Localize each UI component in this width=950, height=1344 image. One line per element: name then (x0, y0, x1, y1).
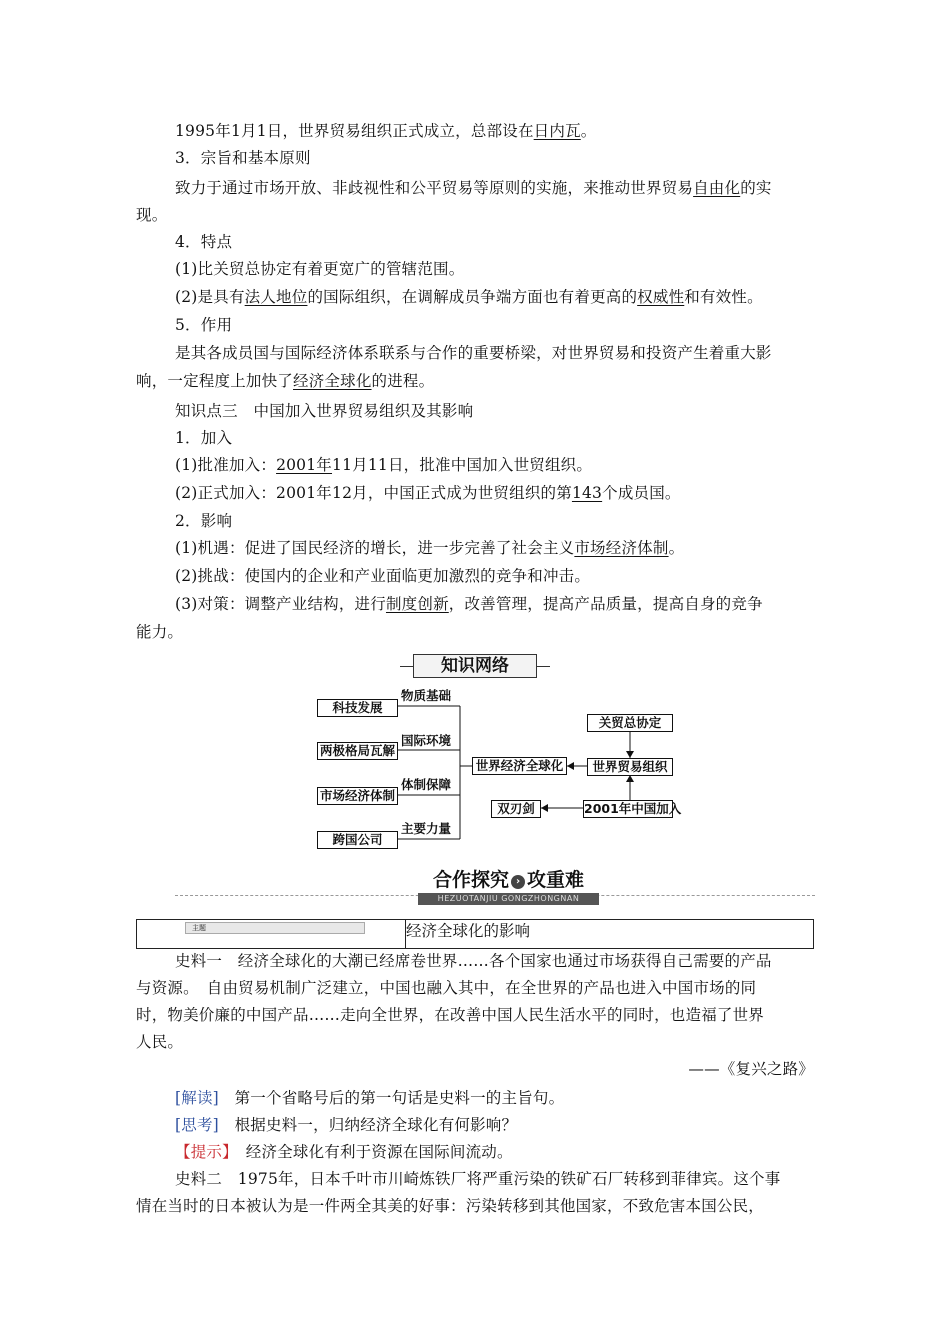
material2-line: 史料二 1975年，日本千叶市川崎炼铁厂将严重污染的铁矿石厂转移到菲律宾。这个事 (175, 1170, 781, 1188)
box-wto: 世界贸易组织 (587, 758, 673, 776)
topic-text: 经济全球化的影响 (406, 922, 531, 940)
text-segment: 是其各成员国与国际经济体系联系与合作的重要桥梁，对世界贸易和投资产生着重大影 (175, 344, 772, 362)
arrow-icon: › (511, 875, 525, 889)
tishi-tag: 【提示】 (175, 1143, 231, 1161)
section-banner (418, 867, 599, 905)
text-segment: (1)比关贸总协定有着更宽广的管辖范围。 (175, 260, 465, 278)
tishi-text: 经济全球化有利于资源在国际间流动。 (230, 1143, 513, 1161)
text-segment: 1995年1月1日，世界贸易组织正式成立，总部设在 (175, 122, 534, 140)
sikao-row (175, 1115, 517, 1135)
text-segment: 和有效性。 (684, 288, 763, 306)
underlined-term: 权威性 (637, 288, 685, 306)
text-segment: 致力于通过市场开放、非歧视性和公平贸易等原则的实施，来推动世界贸易 (175, 179, 694, 197)
underlined-term: 自由化 (693, 179, 741, 197)
underlined-term: 市场经济体制 (574, 539, 669, 557)
material2-line: 情在当时的日本被认为是一件两全其美的好事：污染转移到其他国家，不致危害本国公民， (136, 1197, 765, 1215)
material1-line: 人民。 (136, 1033, 184, 1051)
jiedu-tag: [解读] (175, 1089, 219, 1107)
topic-label-cell (137, 920, 406, 948)
text-segment: (3)对策：调整产业结构，进行 (175, 595, 386, 613)
material1-line: 时，物美价廉的中国产品……走向全世界，在改善中国人民生活水平的同时，也造福了世界 (136, 1006, 765, 1024)
text-segment: 4．特点 (175, 233, 233, 251)
underlined-term: 经济全球化 (293, 372, 372, 390)
box-multinational: 跨国公司 (317, 831, 398, 849)
box-globalization: 世界经济全球化 (472, 757, 567, 775)
text-segment: 的进程。 (371, 372, 435, 390)
tishi-row (175, 1142, 513, 1162)
section-title: 合作探究 › 攻重难 (432, 869, 585, 891)
underlined-term: 143 (571, 484, 603, 502)
text-segment: 能力。 (136, 623, 184, 641)
label-system: 体制保障 (401, 777, 452, 792)
text-segment: 5．作用 (175, 316, 233, 334)
box-bipolar: 两极格局瓦解 (317, 742, 398, 760)
text-segment: (1)批准加入： (175, 456, 277, 474)
text-segment: (2)是具有 (175, 288, 245, 306)
label-force: 主要力量 (401, 821, 452, 836)
knowledge-network-title: 知识网络 (413, 654, 537, 678)
sikao-tag: [思考] (175, 1116, 219, 1134)
label-intl: 国际环境 (401, 733, 452, 748)
text-segment: 。 (668, 539, 685, 557)
underlined-term: 2001年 (276, 456, 333, 474)
text-segment: (2)正式加入：2001年12月，中国正式成为世贸组织的第 (175, 484, 572, 502)
box-china-2001: 2001年中国加入 (584, 801, 682, 816)
text-segment: 的国际组织，在调解成员争端方面也有着更高的 (307, 288, 638, 306)
box-double-edged: 双刃剑 (491, 800, 541, 818)
text-segment: (1)机遇：促进了国民经济的增长，进一步完善了社会主义 (175, 539, 575, 557)
label-material: 物质基础 (401, 688, 452, 703)
text-segment: ，改善管理，提高产品质量，提高自身的竞争 (448, 595, 763, 613)
source-citation: ——《复兴之路》 (688, 1060, 814, 1078)
material1-line: 与资源。 自由贸易机制广泛建立，中国也融入其中，在全世界的产品也进入中国市场的同 (136, 979, 757, 997)
topic-tag: 主题 (185, 922, 365, 934)
underlined-term: 日内瓦 (533, 122, 581, 140)
box-market: 市场经济体制 (317, 787, 398, 805)
section-subtitle: HEZUOTANJIU GONGZHONGNAN (418, 893, 599, 905)
underlined-term: 制度创新 (385, 595, 449, 613)
text-segment: 3．宗旨和基本原则 (175, 149, 311, 167)
text-segment: 1．加入 (175, 429, 233, 447)
text-segment: (2)挑战：使国内的企业和产业面临更加激烈的竞争和冲击。 (175, 567, 591, 585)
text-segment: 个成员国。 (602, 484, 681, 502)
jiedu-text: 第一个省略号后的第一句话是史料一的主旨句。 (218, 1089, 565, 1107)
text-segment: 的实 (740, 179, 772, 197)
text-segment: 2．影响 (175, 512, 233, 530)
text-segment: 响，一定程度上加快了 (136, 372, 294, 390)
box-gatt: 关贸总协定 (587, 714, 673, 732)
box-tech: 科技发展 (317, 699, 398, 717)
material1-line: 史料一 经济全球化的大潮已经席卷世界……各个国家也通过市场获得自己需要的产品 (175, 952, 772, 970)
sikao-text: 根据史料一，归纳经济全球化有何影响？ (218, 1116, 518, 1134)
text-segment: 知识点三 中国加入世界贸易组织及其影响 (175, 402, 474, 420)
jiedu-row (175, 1088, 564, 1108)
text-segment: 现。 (136, 206, 168, 224)
underlined-term: 法人地位 (244, 288, 308, 306)
text-segment: 11月11日，批准中国加入世贸组织。 (332, 456, 593, 474)
text-segment: 。 (580, 122, 597, 140)
